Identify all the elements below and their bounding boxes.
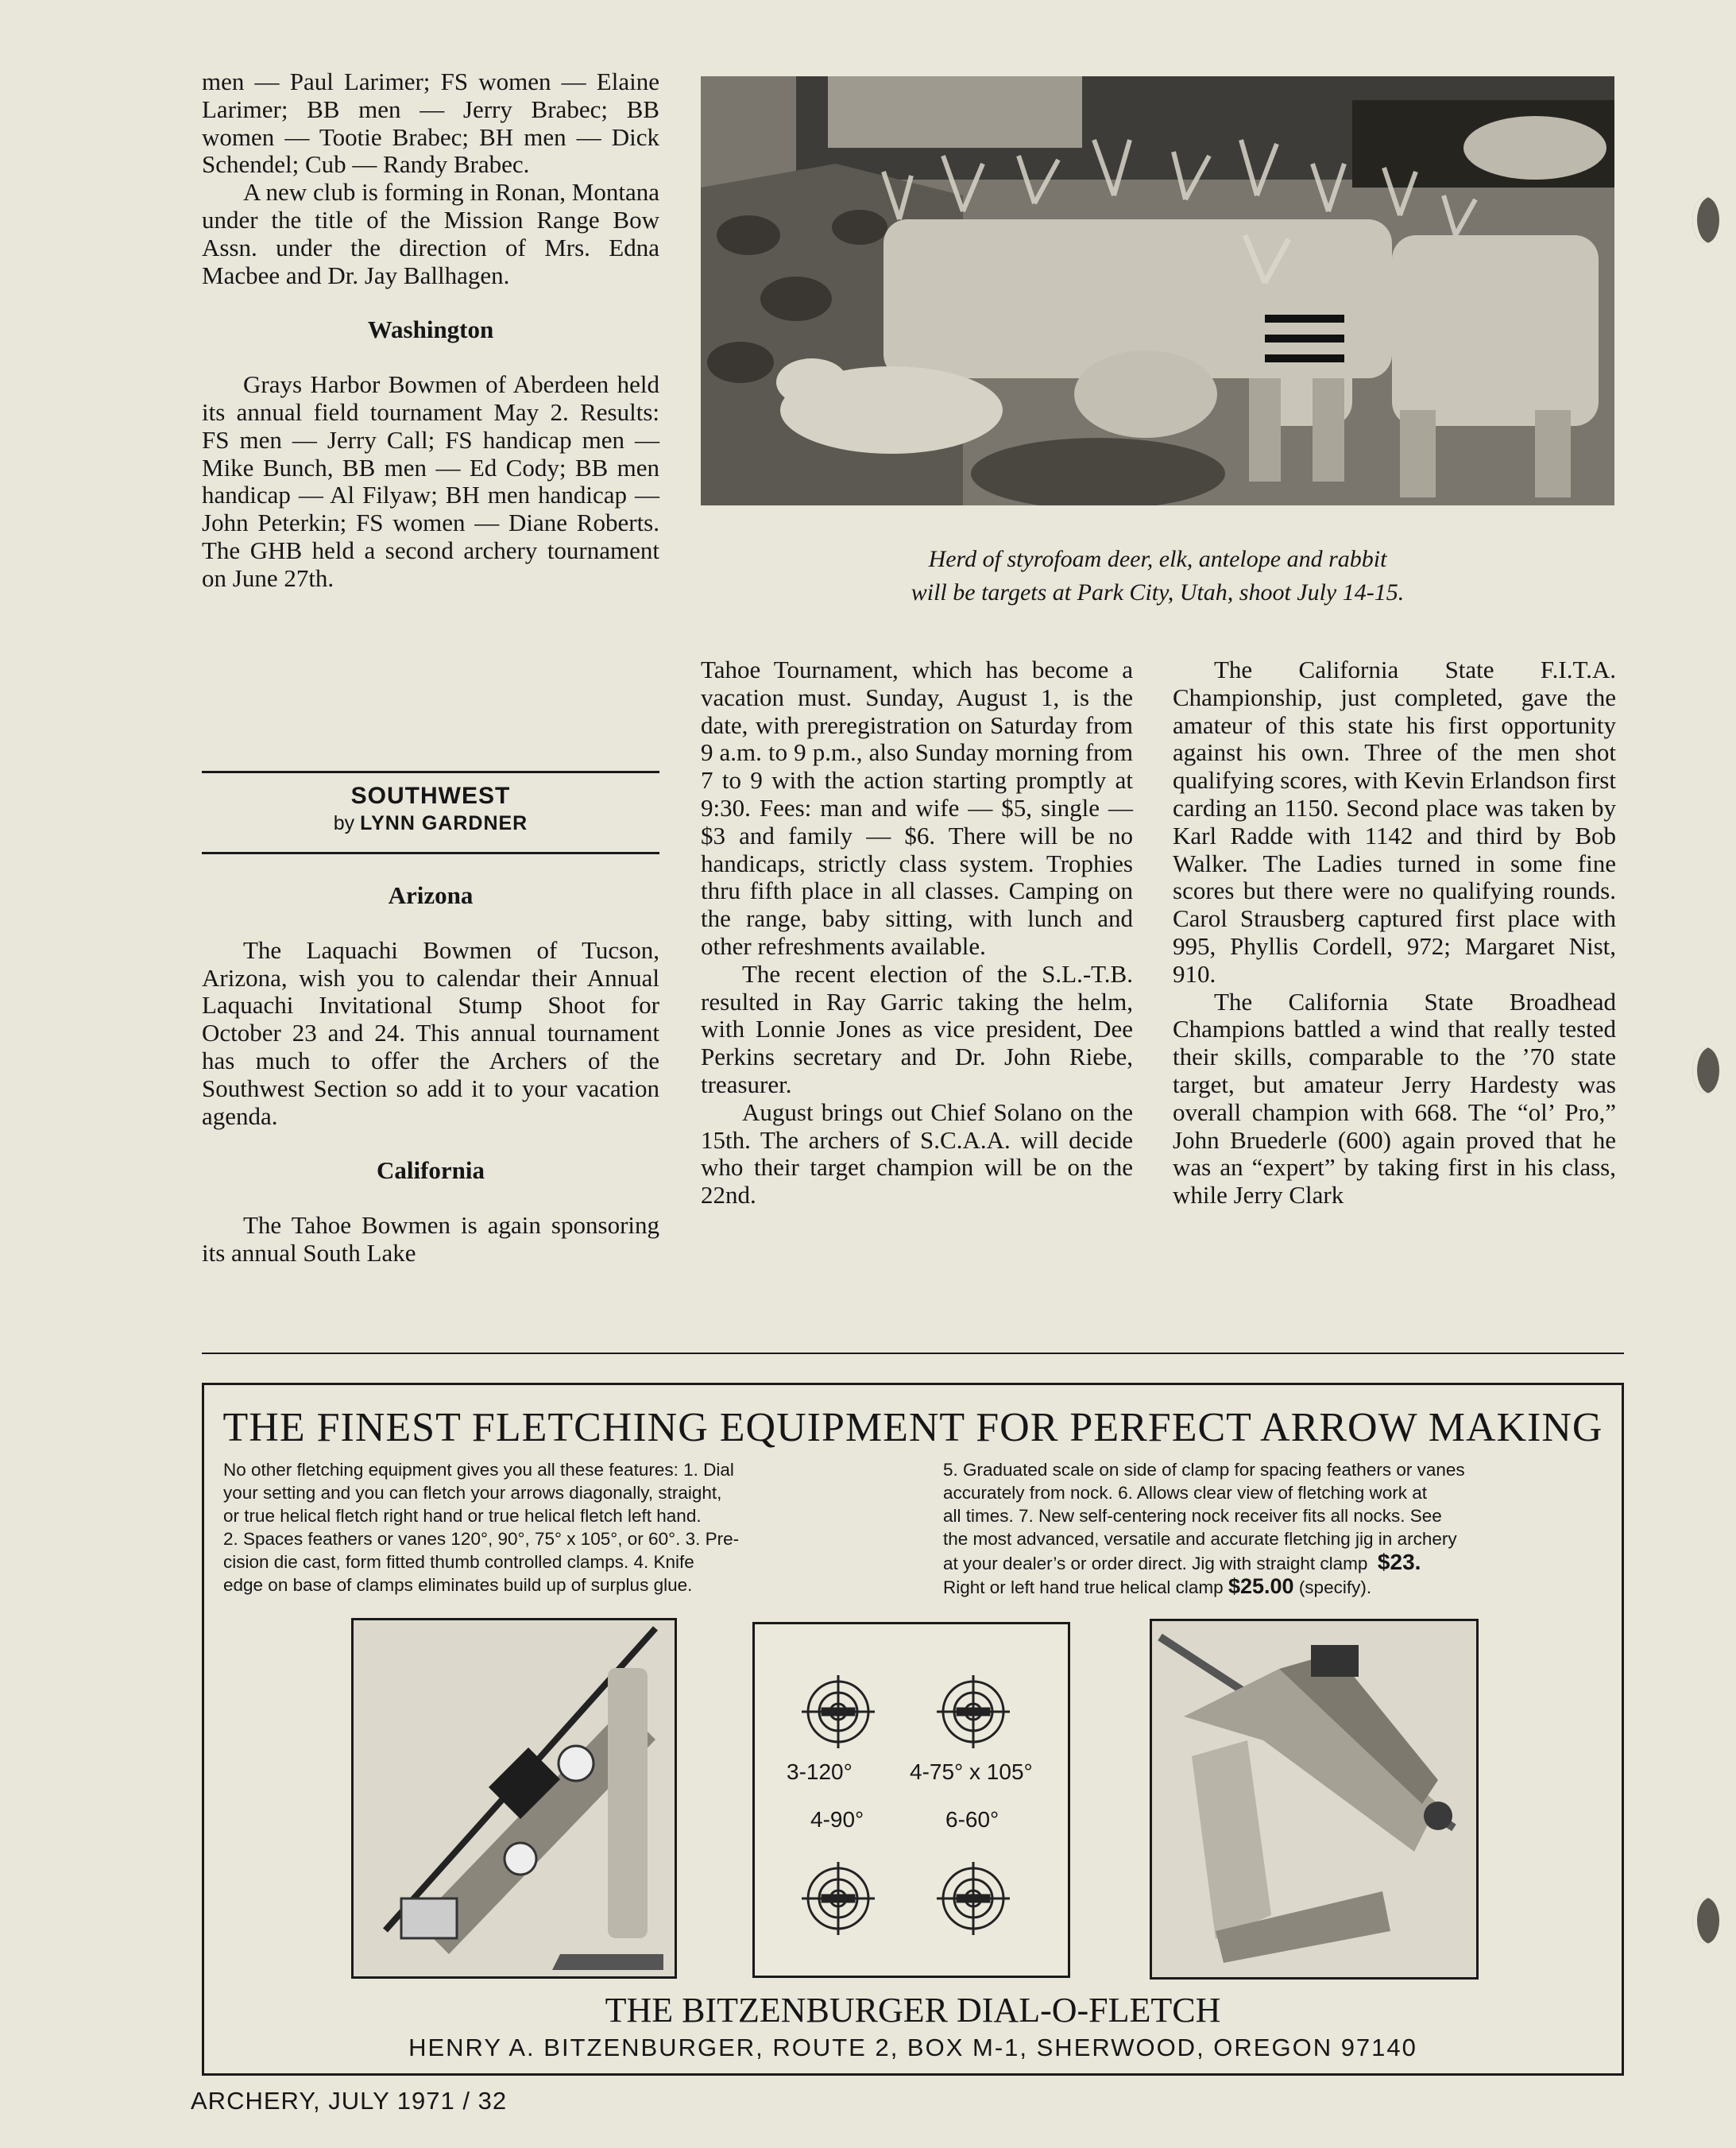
spacing-diagram-svg [755,1624,1068,1976]
fletching-advertisement [202,1383,1624,2076]
ad-left-line: your setting and you can fletch your arrows diagonally, straight, [223,1483,722,1503]
ad-left-line: or true helical fletch right hand or true helical fletch left hand. [223,1506,702,1526]
arizona-paragraph: The Laquachi Bowmen of Tucson, Arizona, wish you to calendar their Annual Laquachi Invitational Stump Shoot for October 23 and 24. This annual tournament has much to offer the Archers of the Southwest Section so add it to your vacation agenda. [202,935,659,1130]
ad-separator-rule [202,1353,1624,1354]
broadhead-paragraph: The California State Broadhead Champions battled a wind that really tested their skills, comparable to the ’70 state target, but amateur Jerry Hardesty was overall champion with 668. The “ol’ Pro,” John Bruederle (600) again proved that he was an “expert” by taking first in his class, while Jerry Clark [1173,987,1616,1209]
price-straight-clamp: $23. [1377,1550,1421,1574]
ad-right-line: Right or left hand true helical clamp $25.00 (specify). [943,1574,1372,1598]
california-paragraph: The Tahoe Bowmen is again sponsoring its annual South Lake [202,1211,659,1267]
jig-photo-left [351,1618,677,1979]
section-name: SOUTHWEST [350,783,511,809]
august-paragraph: August brings out Chief Solano on the 15th. The archers of S.C.A.A. will decide who their target champion will be on the 22nd. [701,1097,1133,1209]
ad-left-line: edge on base of clamps eliminates build up of surplus glue. [223,1575,693,1595]
section-header [202,782,659,836]
ad-right-line: at your dealer’s or order direct. Jig with straight clamp $23. [943,1550,1421,1574]
right-column [1173,656,1616,1209]
ad-headline: THE FINEST FLETCHING EQUIPMENT FOR PERFECT ARROW MAKING [222,1405,1603,1450]
section-rule-bottom [202,852,659,854]
caption-line-1: Herd of styrofoam deer, elk, antelope and rabbit [928,546,1387,572]
section-byline: by LYNN GARDNER [333,812,528,834]
page-footer: ARCHERY, JULY 1971 / 32 [191,2087,508,2115]
binder-hole-bottom [1692,1898,1719,1944]
ad-left-line: No other fletching equipment gives you all these features: 1. Dial [223,1460,734,1480]
spacing-diagram [752,1622,1070,1978]
ad-features-left [223,1458,907,1596]
california-heading: California [376,1156,485,1185]
section-author: LYNN GARDNER [360,812,528,834]
jig-illustration-left [354,1620,675,1976]
binder-hole-top [1692,197,1719,243]
tahoe-paragraph: Tahoe Tournament, which has become a vacation must. Sunday, August 1, is the date, with preregistration on Saturday from 9 a.m. to 9 p.m., also Sunday morning from 7 to 9 with the action starting promptly at 9:30. Fees: man and wife — $5, single — $3 and family — $6. There will be no handicaps, strictly class system. Trophies thru fifth place in all classes. Camping on the range, baby sitting, with lunch and other refreshments available. [701,656,1133,960]
styrofoam-targets-photo [701,76,1614,505]
diagram-label-4-75x105: 4-75° x 105° [910,1759,1033,1784]
ad-right-line: the most advanced, versatile and accurate fletching jig in archery [943,1529,1457,1549]
fita-paragraph: The California State F.I.T.A. Championship, just completed, gave the amateur of this state his first opportunity against his own. Three of the men shot qualifying scores, with Kevin Erlandson first carding an 1150. Second place was taken by Karl Radde with 1142 and third by Bob Walker. The Ladies turned in some fine scores but there were no qualifying rounds. Carol Strausberg captured first place with 995, Phyllis Cordell, 972; Margaret Nist, 910. [1173,656,1616,988]
ad-left-line: cision die cast, form fitted thumb controlled clamps. 4. Knife [223,1552,694,1572]
ad-left-line: 2. Spaces feathers or vanes 120°, 90°, 75° x 105°, or 60°. 3. Pre- [223,1529,740,1549]
diagram-label-6-60: 6-60° [945,1807,999,1832]
intro-results: men — Paul Larimer; FS women — Elaine Larimer; BB men — Jerry Brabec; BB women — Tootie Brabec; BH men — Dick Schendel; Cub — Randy Brabec. [202,68,659,179]
product-name: THE BITZENBURGER DIAL-O-FLETCH [605,1991,1221,2030]
ad-right-line: 5. Graduated scale on side of clamp for spacing feathers or vanes [943,1460,1465,1480]
photo-illustration [701,76,1614,505]
ad-right-line: accurately from nock. 6. Allows clear view of fletching work at [943,1483,1427,1503]
diagram-label-3-120: 3-120° [787,1759,853,1784]
manufacturer-address: HENRY A. BITZENBURGER, ROUTE 2, BOX M-1, SHERWOOD, OREGON 97140 [408,2034,1417,2061]
ad-right-line: all times. 7. New self-centering nock receiver fits all nocks. See [943,1506,1442,1526]
price-helical-clamp: $25.00 [1228,1574,1294,1598]
washington-paragraph: Grays Harbor Bowmen of Aberdeen held its annual field tournament May 2. Results: FS men — Jerry Call; FS handicap men — Mike Bunch, BB men — Ed Cody; BB men handicap — Al Filyaw; BH men handicap — John Peterkin; FS women — Diane Roberts. The GHB held a second archery tournament on June 27th. [202,370,659,592]
election-paragraph: The recent election of the S.L.-T.B. resulted in Ray Garric taking the helm, with Lonnie Jones as vice president, Dee Perkins secretary and Dr. John Riebe, treasurer. [701,959,1133,1098]
caption-line-2: will be targets at Park City, Utah, shoot July 14-15. [911,579,1405,606]
jig-illustration-right [1152,1621,1476,1977]
jig-photo-right [1150,1619,1479,1980]
left-column [202,68,659,593]
binder-hole-middle [1692,1047,1719,1093]
photo-caption [701,543,1614,610]
arizona-heading: Arizona [388,881,474,909]
washington-heading: Washington [367,315,494,344]
diagram-label-4-90: 4-90° [810,1807,864,1832]
ad-features-right [943,1458,1610,1599]
section-rule-top [202,771,659,773]
left-column-lower [202,882,659,1268]
ronan-paragraph: A new club is forming in Ronan, Montana under the title of the Mission Range Bow Assn. under the direction of Mrs. Edna Macbee and Dr. Jay Ballhagen. [202,178,659,289]
middle-column [701,656,1133,1209]
